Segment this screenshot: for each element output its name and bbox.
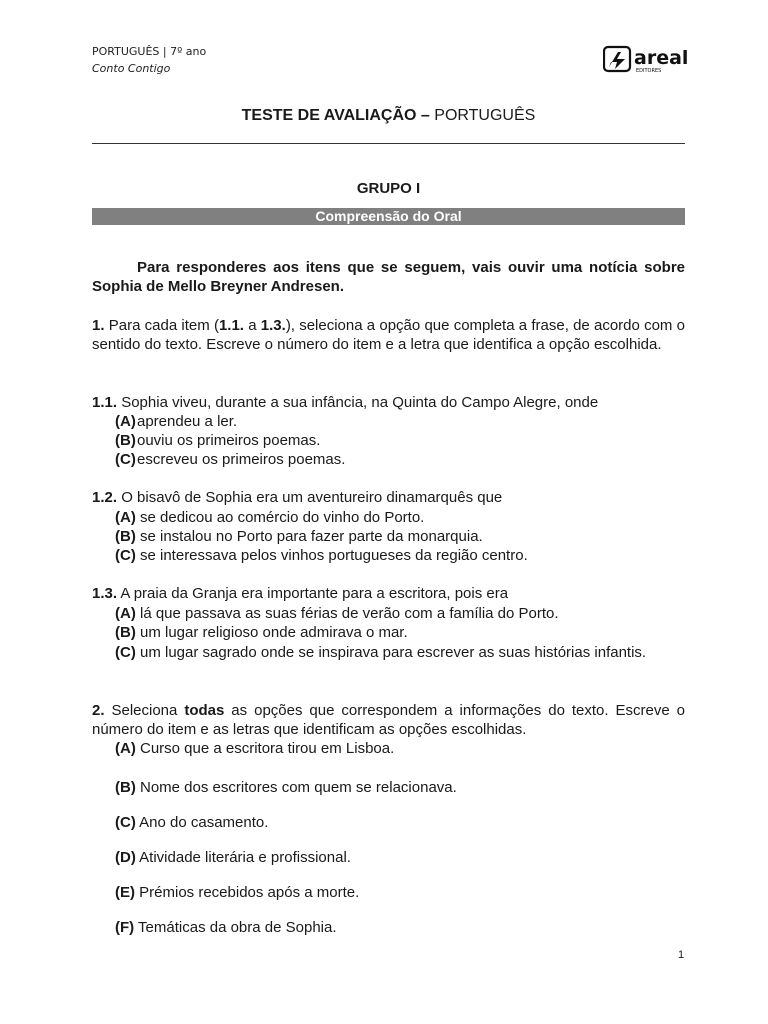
option-text: ouviu os primeiros poemas.	[137, 432, 321, 449]
option-2-e	[115, 883, 359, 902]
q1-text-3: ), seleciona a opção que completa a frase, de acordo com o sentido do texto. Escreve o número do item e a letra que identifica a opção escolhida.	[92, 317, 685, 353]
logo-wordmark: areal	[634, 47, 689, 69]
q11-stem: Sophia viveu, durante a sua infância, na Quinta do Campo Alegre, onde	[117, 394, 599, 411]
option-text: Temáticas da obra de Sophia.	[134, 919, 337, 936]
group-heading: GRUPO I	[356, 180, 421, 197]
title-bold: TESTE DE AVALIAÇÃO –	[241, 107, 430, 124]
q2-text-2: as opções que correspondem a informações do texto. Escreve o número do item e as letras que identificam as opções escolhidas.	[92, 702, 685, 738]
option-text: escreveu os primeiros poemas.	[137, 451, 346, 468]
subject-label: PORTUGUÊS | 7º ano	[92, 45, 207, 58]
question-1-1	[92, 393, 598, 413]
option-1-1-c	[115, 450, 345, 469]
question-1-3	[92, 584, 508, 604]
option-text: Curso que a escritora tirou em Lisboa.	[135, 740, 395, 757]
option-1-3-c	[115, 643, 646, 662]
q13-number: 1.3.	[92, 585, 118, 602]
option-label: (C)	[115, 547, 136, 564]
option-text: um lugar sagrado onde se inspirava para escrever as suas histórias infantis.	[135, 644, 647, 661]
option-text: um lugar religioso onde admirava o mar.	[135, 624, 408, 641]
question-1	[92, 316, 685, 354]
q1-ref-1: 1.1.	[218, 317, 244, 334]
book-title: Conto Contigo	[92, 62, 171, 75]
option-1-3-b	[115, 623, 408, 642]
option-text: Prémios recebidos após a morte.	[135, 884, 360, 901]
q12-number: 1.2.	[92, 489, 118, 506]
option-label: (A)	[115, 740, 136, 757]
option-label: (B)	[115, 624, 136, 641]
option-label: (A)	[115, 509, 136, 526]
option-label: (D)	[115, 849, 136, 866]
option-label: (F)	[115, 919, 135, 936]
q1-ref-2: 1.3.	[260, 317, 286, 334]
page-number: 1	[678, 949, 685, 961]
q1-number: 1.	[92, 317, 105, 334]
option-text: Ano do casamento.	[135, 814, 269, 831]
running-header	[92, 43, 206, 77]
option-label: (B)	[115, 432, 136, 449]
option-2-d	[115, 848, 351, 867]
q11-number: 1.1.	[92, 394, 118, 411]
option-1-1-b	[115, 431, 320, 450]
option-2-c	[115, 813, 268, 832]
option-label: (B)	[115, 779, 136, 796]
option-label: (C)	[115, 814, 136, 831]
areal-logo	[603, 45, 703, 75]
option-text: se interessava pelos vinhos portugueses da região centro.	[135, 547, 528, 564]
title-divider	[92, 143, 685, 144]
option-label: (A)	[115, 605, 136, 622]
q2-text-1: Seleciona	[104, 702, 185, 719]
q1-text-1: Para cada item (	[104, 317, 219, 334]
option-1-2-b	[115, 527, 483, 546]
option-text: aprendeu a ler.	[137, 413, 238, 430]
intro-paragraph: Para responderes aos itens que se seguem, vais ouvir uma notícia sobre Sophia de Mello Breyner Andresen.	[92, 259, 685, 295]
option-1-3-a	[115, 604, 559, 623]
option-text: se instalou no Porto para fazer parte da monarquia.	[135, 528, 483, 545]
q13-stem: A praia da Granja era importante para a escritora, pois era	[117, 585, 509, 602]
option-label: (E)	[115, 884, 135, 901]
title-regular: PORTUGUÊS	[429, 107, 536, 124]
option-label: (C)	[115, 451, 136, 468]
q1-text-2: a	[243, 317, 261, 334]
option-2-b	[115, 778, 457, 797]
option-text: Atividade literária e profissional.	[135, 849, 351, 866]
question-2	[92, 701, 685, 739]
q12-stem: O bisavô de Sophia era um aventureiro dinamarquês que	[117, 489, 503, 506]
section-bar: Compreensão do Oral	[92, 208, 685, 225]
option-text: se dedicou ao comércio do vinho do Porto.	[135, 509, 425, 526]
option-2-a	[115, 739, 394, 758]
q2-emphasis: todas	[184, 702, 225, 719]
option-2-f	[115, 918, 337, 937]
option-text: Nome dos escritores com quem se relacionava.	[135, 779, 457, 796]
option-label: (A)	[115, 413, 136, 430]
option-1-2-a	[115, 508, 424, 527]
option-text: lá que passava as suas férias de verão com a família do Porto.	[135, 605, 559, 622]
page-title	[92, 107, 685, 125]
q2-number: 2.	[92, 702, 105, 719]
option-label: (C)	[115, 644, 136, 661]
logo-subtext: EDITORES	[636, 68, 662, 74]
option-1-2-c	[115, 546, 528, 565]
question-1-2	[92, 488, 502, 508]
option-1-1-a	[115, 412, 237, 431]
option-label: (B)	[115, 528, 136, 545]
